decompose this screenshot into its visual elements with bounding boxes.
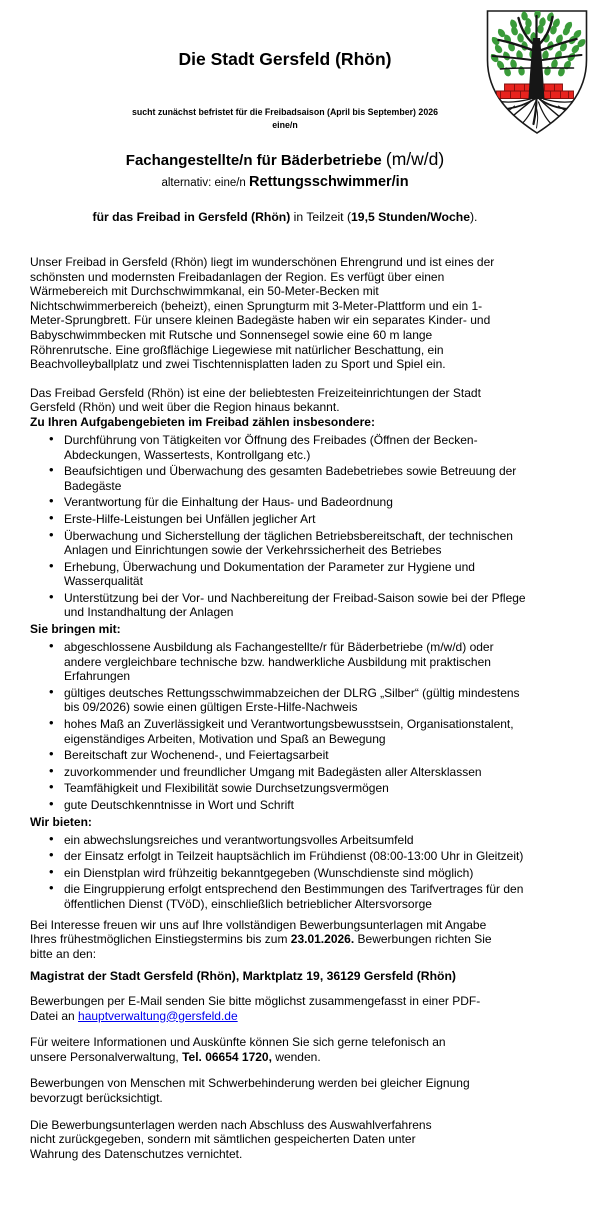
requirement-item: • gute Deutschkenntnisse in Wort und Schrift bbox=[30, 798, 534, 813]
offer-item: • ein Dienstplan wird frühzeitig bekanntgegeben (Wunschdienste sind möglich) bbox=[30, 866, 534, 881]
task-item: • Erhebung, Überwachung und Dokumentation der Parameter zur Hygiene und Wasserqualität bbox=[30, 560, 534, 589]
job-title-gender: (m/w/d) bbox=[385, 149, 445, 169]
offer-item: • ein abwechslungsreiches und verantwortungsvolles Arbeitsumfeld bbox=[30, 833, 534, 848]
requirement-item: • Bereitschaft zur Wochenend-, und Feiertagsarbeit bbox=[30, 748, 534, 763]
requirement-item: • gültiges deutsches Rettungsschwimmabzeichen der DLRG „Silber“ (gültig mindestens bis 09/2026) sowie einen gültigen Erste-Hilfe-Nachweis bbox=[30, 686, 534, 715]
offer-heading: Wir bieten: bbox=[30, 814, 92, 829]
email-text-before: Bewerbungen per E-Mail senden Sie bitte möglichst zusammengefasst in einer PDF-Datei an bbox=[30, 993, 481, 1023]
page-title: Die Stadt Gersfeld (Rhön) bbox=[178, 49, 392, 69]
email-link[interactable]: hauptverwaltung@gersfeld.de bbox=[78, 1008, 238, 1023]
apply-text-before: Bei Interesse freuen wir uns auf Ihre vollständigen Bewerbungsunterlagen mit Angabe Ihres frühestmöglichen Einstiegstermins bis zum bbox=[30, 917, 487, 947]
phone-number: Tel. 06654 1720, bbox=[182, 1049, 272, 1064]
location-end: ). bbox=[469, 210, 478, 224]
alternative-job-line bbox=[30, 172, 540, 193]
phone-text-before: Für weitere Informationen und Auskünfte können Sie sich gerne telefonisch an unsere Personalverwaltung, bbox=[30, 1035, 446, 1064]
privacy-paragraph: Die Bewerbungsunterlagen werden nach Abschluss des Auswahlverfahrens nicht zurückgegeben, sondern mit sämtlichen gespeicherten Daten unter Wahrung des Datenschutzes vernichtet. bbox=[30, 1117, 432, 1161]
alternative-job-title: Rettungsschwimmer/in bbox=[249, 174, 409, 190]
task-item: • Verantwortung für die Einhaltung der Haus- und Badeordnung bbox=[30, 495, 534, 510]
tasks-heading: Zu Ihren Aufgabengebieten im Freibad zählen insbesondere: bbox=[30, 414, 375, 429]
city-coat-of-arms bbox=[484, 8, 590, 136]
postal-address-line: Magistrat der Stadt Gersfeld (Rhön), Marktplatz 19, 36129 Gersfeld (Rhön) bbox=[30, 969, 456, 984]
requirements-heading: Sie bringen mit: bbox=[30, 622, 121, 637]
requirement-item: • zuvorkommender und freundlicher Umgang mit Badegästen aller Altersklassen bbox=[30, 765, 534, 780]
task-item: • Durchführung von Tätigkeiten vor Öffnung des Freibades (Öffnen der Becken-Abdeckungen, Wassertests, Kontrollgang etc.) bbox=[30, 433, 534, 462]
task-item: • Unterstützung bei der Vor- und Nachbereitung der Freibad-Saison sowie bei der Pflege und Instandhaltung der Anlagen bbox=[30, 591, 534, 620]
offer-item: • der Einsatz erfolgt in Teilzeit hauptsächlich im Frühdienst (08:00-13:00 Uhr in Gleitzeit) bbox=[30, 849, 534, 864]
apply-paragraph bbox=[30, 918, 500, 962]
vacancy-subline-season: sucht zunächst befristet für die Freibadsaison (April bis September) 2026 bbox=[131, 107, 438, 117]
task-item: • Überwachung und Sicherstellung der täglichen Betriebsbereitschaft, der technischen Anlagen und Einrichtungen sowie der Verkehrssicherheit des Betriebes bbox=[30, 529, 534, 558]
task-item: • Beaufsichtigen und Überwachung des gesamten Badebetriebes sowie Betreuung der Badegäste bbox=[30, 464, 534, 493]
coat-of-arms-icon bbox=[484, 8, 590, 136]
requirement-item: • abgeschlossene Ausbildung als Fachangestellte/r für Bäderbetriebe (m/w/d) oder andere vergleichbare technische bzw. handwerkliche Ausbildung mit praktischen Erfahrungen bbox=[30, 640, 534, 684]
phone-paragraph bbox=[30, 1035, 482, 1064]
intro-paragraph-1: Unser Freibad in Gersfeld (Rhön) liegt im wunderschönen Ehrengrund und ist eines der schönsten und modernsten Freibadanlagen der Region. Es verfügt über einen Wärmebereich mit Durchschwimmkanal, ein 50-Meter-Becken mit Nichtschwimmerbereich (beheizt), einen Sprungturm mit 3-Meter-Plattform und ein 1-Meter-Sprungbrett. Für unsere kleinen Badegäste haben wir ein separates Kinder- und Babyschwimmbecken mit Rutsche und Sonnensegel sowie eine 60 m lange Röhrenrutsche. Eine großflächige Liegewiese mit natürlicher Beschattung, ein Beachvolleyballplatz und zwei Tischtennisplatten laden zu Sport und Spiel ein. bbox=[30, 255, 495, 372]
document-header bbox=[30, 48, 540, 225]
alternative-prefix: alternativ: eine/n bbox=[161, 177, 250, 189]
offer-item: • die Eingruppierung erfolgt entsprechend den Bestimmungen des Tarifvertrages für den öffentlichen Dienst (TVöD), einschließlich betrieblicher Altersvorsorge bbox=[30, 882, 534, 911]
vacancy-subline bbox=[30, 106, 540, 131]
intro-paragraph-2: Das Freibad Gersfeld (Rhön) ist eine der beliebtesten Freizeiteinrichtungen der Stadt Gersfeld (Rhön) und weit über die Region hinaus bekannt. bbox=[30, 385, 481, 415]
apply-text-after: Bewerbungen richten Sie bitte an den: bbox=[30, 932, 492, 961]
requirements-list bbox=[30, 640, 570, 813]
tasks-list bbox=[30, 433, 570, 620]
email-paragraph bbox=[30, 994, 482, 1023]
equality-paragraph: Bewerbungen von Menschen mit Schwerbehinderung werden bei gleicher Eignung bevorzugt berücksichtigt. bbox=[30, 1076, 470, 1105]
application-deadline: 23.01.2026. bbox=[290, 932, 355, 947]
location-hours: 19,5 Stunden/Woche bbox=[351, 210, 470, 224]
offer-list bbox=[30, 833, 570, 912]
task-item: • Erste-Hilfe-Leistungen bei Unfällen jeglicher Art bbox=[30, 512, 534, 527]
location-mid: in Teilzeit ( bbox=[290, 210, 352, 224]
location-facility: für das Freibad in Gersfeld (Rhön) bbox=[92, 210, 291, 224]
job-title-line bbox=[30, 148, 540, 172]
job-title: Fachangestellte/n für Bäderbetriebe bbox=[125, 152, 386, 169]
vacancy-subline-einen: eine/n bbox=[272, 119, 298, 130]
requirement-item: • Teamfähigkeit und Flexibilität sowie Durchsetzungsvermögen bbox=[30, 781, 534, 796]
phone-text-after: wenden. bbox=[271, 1049, 321, 1064]
job-title-block bbox=[30, 148, 540, 193]
requirement-item: • hohes Maß an Zuverlässigkeit und Verantwortungsbewusstsein, Organisationstalent, eigenständiges Arbeiten, Motivation und Spaß an Bewegung bbox=[30, 717, 534, 746]
location-line bbox=[30, 210, 540, 225]
